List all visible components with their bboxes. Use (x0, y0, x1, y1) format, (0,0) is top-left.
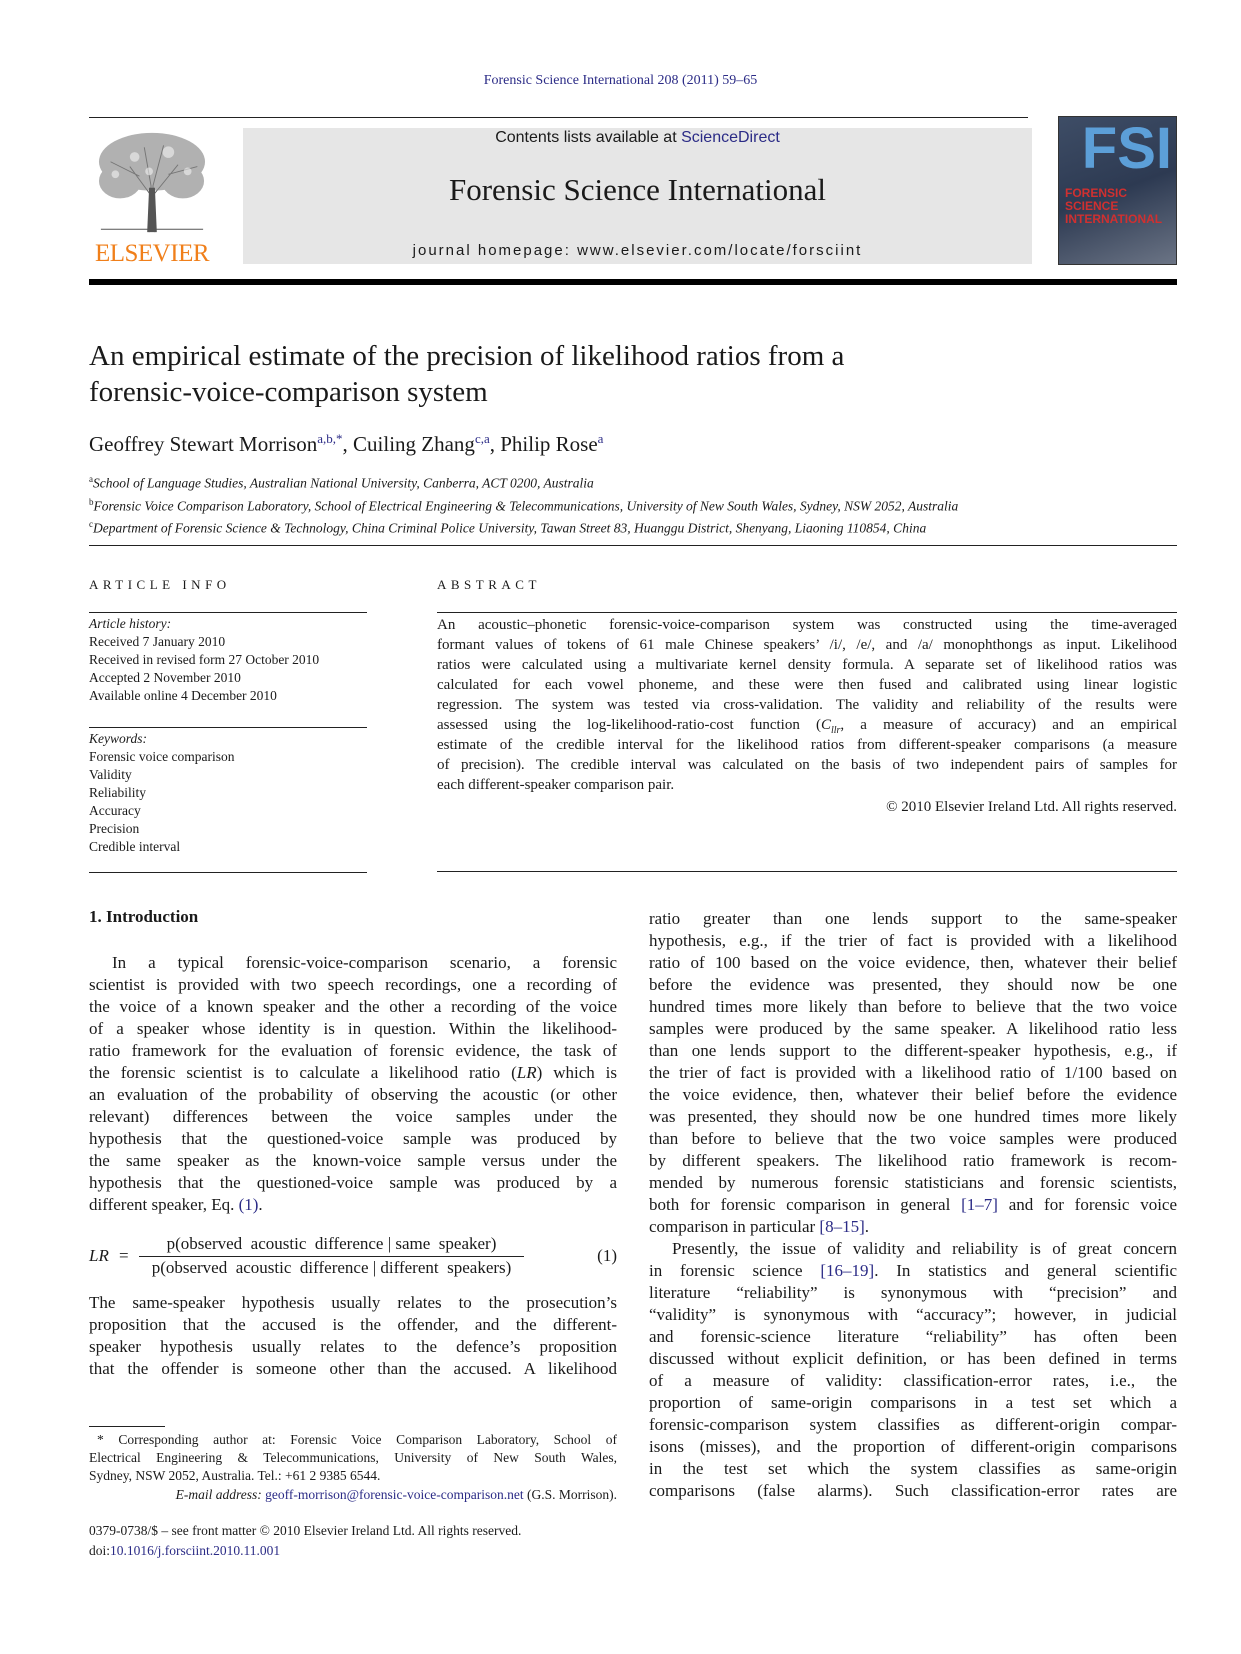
keyword-item: Accuracy (89, 803, 141, 818)
doi-label: doi: (89, 1543, 111, 1558)
text-line: was presented, they should now be one hundred times more likely (649, 1107, 1177, 1126)
text-line: hundred times more likely than before to believe that the two voice (649, 997, 1177, 1016)
text-line: The same-speaker hypothesis usually relates to the prosecution’s (89, 1293, 617, 1312)
text-line: forensic-comparison system classifies as different-origin compar- (649, 1415, 1177, 1434)
text-line: literature “reliability” is synonymous with “precision” and (649, 1283, 1177, 1302)
citation-link[interactable]: (1) (238, 1195, 259, 1214)
text-line: proportion of same-origin comparisons in a test set which a (649, 1393, 1177, 1412)
text-line: by different speakers. The likelihood ratio framework is recom- (649, 1151, 1177, 1170)
history-item: Available online 4 December 2010 (89, 688, 277, 703)
title-line: An empirical estimate of the precision of likelihood ratios from a (89, 340, 845, 372)
citation-link[interactable]: [16–19] (820, 1261, 875, 1280)
text-line: hypothesis, e.g., if the trier of fact is provided with a likelihood (649, 931, 1177, 950)
text-line: an evaluation of the probability of observing the acoustic (or other (89, 1085, 617, 1104)
text-line: ratio of 100 based on the voice evidence, then, whatever their belief (649, 953, 1177, 972)
text-line: samples were produced by the same speaker. A likelihood ratio less (649, 1019, 1177, 1038)
text-line: than one lends support to the different-speaker hypothesis, e.g., if (649, 1041, 1177, 1060)
text-line: of a measure of validity: classification-error rates, i.e., the (649, 1371, 1177, 1390)
footnote-rule (89, 1426, 165, 1427)
text-line: * Corresponding author at: Forensic Voice Comparison Laboratory, School of (97, 1432, 617, 1447)
subscript: llr (830, 725, 841, 735)
text-line: ratio greater than one lends support to the same-speaker (649, 909, 1177, 928)
header-thick-rule (89, 279, 1177, 285)
keywords-label: Keywords: (89, 731, 147, 746)
equation-lhs: LR (89, 1246, 109, 1265)
text-line: mended by numerous forensic statisticians and forensic scientists, (649, 1173, 1177, 1192)
author-affiliation-marker[interactable]: a,b,* (317, 431, 343, 446)
history-item: Accepted 2 November 2010 (89, 670, 241, 685)
text-line: speaker hypothesis usually relates to the defence’s proposition (89, 1337, 617, 1356)
affiliation-marker: b (89, 496, 94, 507)
text-line: proposition that the accused is the offender, and the different- (89, 1315, 617, 1334)
text-line: formant values of tokens of 61 male Chinese speakers’ /i/, /e/, and /a/ monophthongs as input. Likelihood (437, 637, 1177, 653)
cover-journal-name: FORENSIC SCIENCE INTERNATIONAL (1065, 186, 1163, 226)
text-line: the voice evidence, then, whatever their belief before the evidence (649, 1085, 1177, 1104)
journal-title: Forensic Science International (448, 172, 827, 207)
text-line: each different-speaker comparison pair. (437, 777, 675, 793)
abstract-copyright: © 2010 Elsevier Ireland Ltd. All rights reserved. (886, 799, 1177, 815)
text-line: scientist is provided with two speech recordings, one a recording of (89, 975, 617, 994)
title-line: forensic-voice-comparison system (89, 376, 488, 408)
text-line: Sydney, NSW 2052, Australia. Tel.: +61 2 9385 6544. (89, 1468, 381, 1483)
email-footnote (89, 1486, 617, 1504)
affiliations (89, 470, 958, 538)
text-line: regression. The system was tested via cross-validation. The validity and reliability of the results were (437, 697, 1177, 713)
elsevier-tree-icon (89, 128, 215, 236)
text-line: Electrical Engineering & Telecommunications, University of New South Wales, (89, 1450, 617, 1465)
author-name[interactable]: Geoffrey Stewart Morrison (89, 432, 318, 456)
author-name[interactable]: Cuiling Zhang (353, 432, 475, 456)
text-line: hypothesis that the questioned-voice sample was produced by a (89, 1173, 617, 1192)
text-line: In a typical forensic-voice-comparison scenario, a forensic (112, 953, 617, 972)
text-line: than before to believe that the two voice samples were produced (649, 1129, 1177, 1148)
article-info-rule (89, 612, 367, 613)
keyword-item: Precision (89, 821, 140, 836)
corresponding-author-footnote (89, 1431, 617, 1485)
text-line: isons (misses), and the proportion of different-origin comparisons (649, 1437, 1177, 1456)
text-line: the same speaker as the known-voice sample versus under the (89, 1151, 617, 1170)
text-line: discussed without explicit definition, or has been defined in terms (649, 1349, 1177, 1368)
keywords-bottom-rule (89, 872, 367, 873)
email-owner: (G.S. Morrison). (523, 1487, 617, 1502)
affiliation-text: Department of Forensic Science & Technology, China Criminal Police University, Tawan Street 83, Huanggu District, Shenyang, Liaoning 110854, China (93, 520, 927, 536)
journal-cover-image (1058, 116, 1177, 265)
keyword-item: Forensic voice comparison (89, 749, 235, 764)
text-line: ratio framework for the evaluation of forensic evidence, the task of (89, 1041, 617, 1060)
text-line: comparison in particular [8–15]. (649, 1217, 869, 1236)
text-line: of a speaker whose identity is in question. Within the likelihood- (89, 1019, 617, 1038)
affiliation-marker: a (89, 474, 93, 484)
history-item: Received 7 January 2010 (89, 634, 226, 649)
keyword-item: Credible interval (89, 839, 181, 854)
equation-1 (89, 1232, 617, 1282)
text-line: before the evidence was presented, they should now be one (649, 975, 1177, 994)
equation-equals: = (119, 1246, 129, 1265)
affiliation (89, 470, 958, 493)
history-rule (89, 727, 367, 728)
affiliation-text: Forensic Voice Comparison Laboratory, School of Electrical Engineering & Telecommunications, University of New South Wales, Sydney, NSW 2052, Australia (93, 498, 959, 513)
equation-numerator: p(observed acoustic difference | same speaker) (166, 1234, 497, 1253)
text-line: in the test set which the system classifies as same-origin (649, 1459, 1177, 1478)
text-line: both for forensic comparison in general [1–7] and for forensic voice (649, 1195, 1177, 1214)
title-bottom-rule (89, 545, 1177, 546)
intro-right-column (649, 908, 1177, 1502)
text-line: relevant) differences between the voice samples under the (89, 1107, 617, 1126)
doi-link[interactable]: 10.1016/j.forsciint.2010.11.001 (110, 1543, 281, 1558)
text-line: calculated for each vowel phoneme, and these were then fused and calibrated using linear logistic (437, 677, 1177, 693)
journal-reference[interactable]: Forensic Science International 208 (2011) 59–65 (483, 73, 758, 88)
equation-number: (1) (597, 1246, 617, 1265)
front-matter: 0379-0738/$ – see front matter © 2010 Elsevier Ireland Ltd. All rights reserved. (89, 1523, 522, 1538)
text-line: ratios were calculated using a multivariate kernel density formula. A separate set of likelihood ratios was (437, 657, 1177, 673)
abstract-top-rule (437, 612, 1177, 613)
affiliation (89, 515, 958, 538)
article-title (89, 338, 1089, 410)
text-line: in forensic science [16–19]. In statistics and general scientific (649, 1261, 1177, 1280)
text-line: hypothesis that the questioned-voice sample was produced by (89, 1129, 617, 1148)
keywords (89, 730, 367, 856)
journal-homepage[interactable]: journal homepage: www.elsevier.com/locate/forsciint (412, 242, 863, 259)
text-line: comparisons (false alarms). Such classification-error rates are (649, 1481, 1177, 1500)
article-info-heading: ARTICLE INFO (89, 577, 231, 592)
journal-masthead (243, 128, 1032, 264)
text-line: assessed using the log-likelihood-ratio-cost function ($C_{llr}$, a measure of accuracy) and an empirical (437, 717, 1177, 735)
fraction-bar (139, 1256, 524, 1257)
citation-link[interactable]: [8–15] (819, 1217, 865, 1236)
text-line: “validity” is synonymous with “accuracy”; however, in judicial (649, 1305, 1177, 1324)
sciencedirect-link[interactable]: ScienceDirect (681, 129, 780, 146)
intro-paragraph-2 (89, 1292, 617, 1380)
email-label: E-mail address: (175, 1487, 266, 1502)
text-line: and forensic-science literature “reliability” has often been (649, 1327, 1177, 1346)
text-line: estimate of the credible interval for the likelihood ratios from different-speaker comparisons (a measure (437, 737, 1177, 753)
text-line: the trier of fact is provided with a likelihood ratio of 1/100 based on (649, 1063, 1177, 1082)
abstract-bottom-rule (437, 871, 1177, 872)
text-line: of precision). The credible interval was calculated on the basis of two independent pairs of samples for (437, 757, 1177, 773)
keyword-item: Reliability (89, 785, 146, 800)
text-line: the forensic scientist is to calculate a likelihood ratio (LR) which is (89, 1063, 617, 1082)
abstract-text (437, 615, 1177, 795)
author-affiliation-marker[interactable]: c,a (474, 431, 490, 446)
equation-denominator: p(observed acoustic difference | different speakers) (151, 1258, 512, 1277)
text-line: the voice of a known speaker and the other a recording of the voice (89, 997, 617, 1016)
author-name[interactable]: Philip Rose (500, 432, 598, 456)
article-history-label: Article history: (89, 616, 172, 631)
italic-term: C (820, 717, 831, 733)
affiliation (89, 493, 958, 516)
article-history (89, 615, 367, 705)
history-item: Received in revised form 27 October 2010 (89, 652, 320, 667)
cover-fsi-logo: FSI (1081, 116, 1172, 181)
intro-paragraph-1 (89, 952, 617, 1216)
citation-link[interactable]: [1–7] (961, 1195, 998, 1214)
abstract-heading: ABSTRACT (437, 577, 541, 592)
elsevier-wordmark: ELSEVIER (94, 240, 210, 267)
doi-line (89, 1542, 280, 1560)
elsevier-logo (89, 128, 215, 268)
email-link[interactable]: geoff-morrison@forensic-voice-comparison.net (265, 1487, 524, 1502)
header-top-rule (89, 117, 1028, 118)
section-heading-introduction: 1. Introduction (89, 907, 199, 926)
contents-availability (243, 129, 1032, 147)
text-line: An acoustic–phonetic forensic-voice-comparison system was constructed using the time-averaged (437, 617, 1177, 633)
text-line: different speaker, Eq. (1). (89, 1195, 263, 1214)
italic-term: LR (516, 1063, 537, 1082)
keyword-item: Validity (89, 767, 132, 782)
text-line: Presently, the issue of validity and reliability is of great concern (672, 1239, 1177, 1258)
text-line: that the offender is someone other than the accused. A likelihood (89, 1359, 617, 1378)
contents-prefix: Contents lists available at (495, 129, 682, 146)
affiliation-marker: c (89, 519, 93, 529)
author-list: Geoffrey Stewart Morrison$^{a,b,*}$, Cuiling Zhang$^{c,a}$, Philip Rose$^a$ (89, 431, 604, 456)
affiliation-text: School of Language Studies, Australian National University, Canberra, ACT 0200, Australia (93, 475, 594, 491)
author-affiliation-marker[interactable]: a (597, 431, 604, 446)
